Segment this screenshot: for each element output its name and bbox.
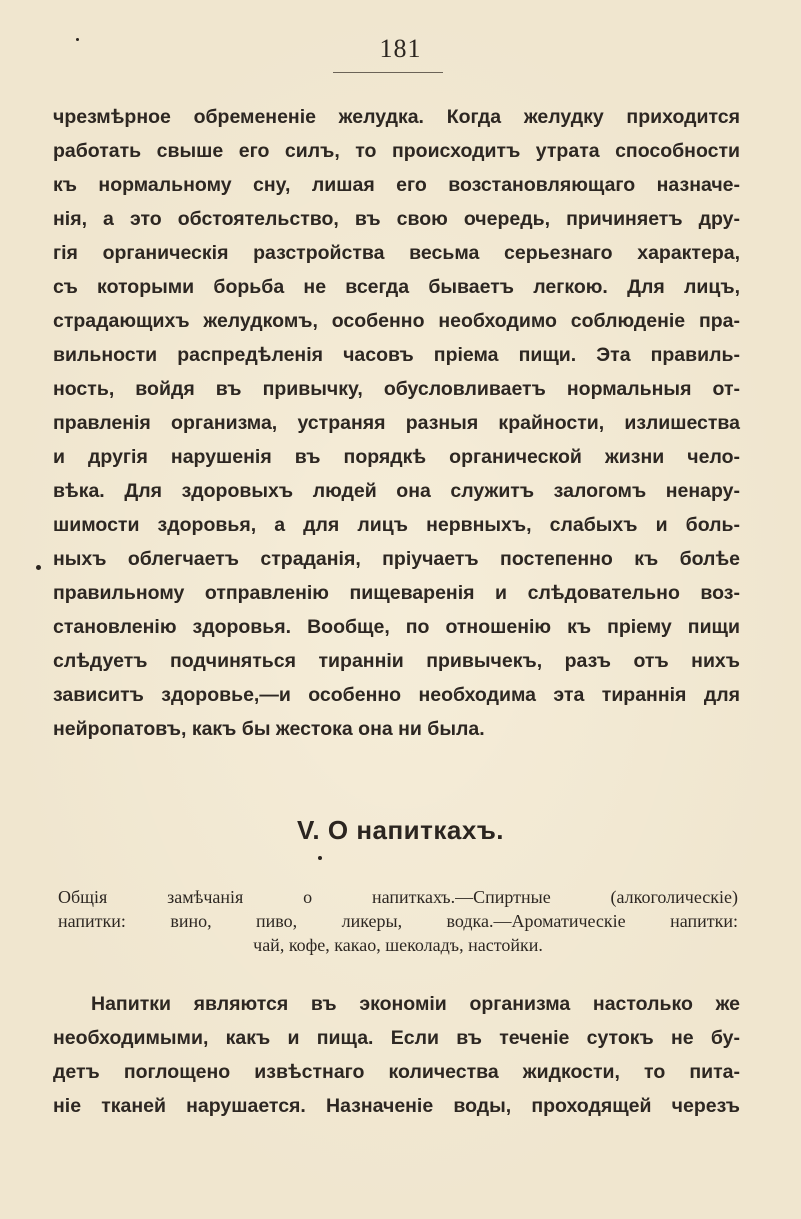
summary-line: напитки: вино, пиво, ликеры, водка.—Ароматическіе напитки: (58, 911, 738, 931)
text-line: детъ поглощено извѣстнаго количества жидкости, то пита- (53, 1061, 740, 1083)
text-line: зависитъ здоровье,—и особенно необходима эта тираннія для (53, 684, 740, 706)
page-number: 181 (379, 34, 422, 63)
section-heading: V. О напиткахъ. (296, 815, 505, 845)
text-line: вѣка. Для здоровыхъ людей она служитъ залогомъ ненару- (53, 480, 740, 502)
text-line: правленія организма, устраняя разныя крайности, излишества (53, 412, 740, 434)
text-line: слѣдуетъ подчиняться тираннiи привычекъ, разъ отъ нихъ (53, 650, 740, 672)
text-line: вильности распредѣленія часовъ пріема пищи. Эта правиль- (53, 344, 740, 366)
text-line: гія органическія разстройства весьма серьезнаго характера, (53, 242, 740, 264)
page-number-rule (333, 72, 443, 73)
text-line: правильному отправленію пищеваренія и слѣдовательно воз- (53, 582, 740, 604)
text-line: шимости здоровья, а для лицъ нервныхъ, слабыхъ и боль- (53, 514, 740, 536)
text-line: работать свыше его силъ, то происходитъ утрата способности (53, 140, 740, 162)
text-line: ныхъ облегчаетъ страданія, пріучаетъ постепенно къ болѣе (53, 548, 740, 570)
text-line: Напитки являются въ экономіи организма настолько же (91, 993, 740, 1015)
text-line: съ которыми борьба не всегда бываетъ легкою. Для лицъ, (53, 276, 740, 298)
text-line: становленію здоровья. Вообще, по отношенію къ пріему пищи (53, 616, 740, 638)
section-summary (58, 885, 738, 957)
text-line: ніе тканей нарушается. Назначеніе воды, проходящей черезъ (53, 1095, 740, 1117)
summary-line: чай, кофе, какао, шеколадъ, настойки. (253, 935, 543, 955)
summary-line: Общія замѣчанія о напиткахъ.—Спиртные (алкоголическіе) (58, 887, 738, 907)
text-line: необходимыми, какъ и пища. Если въ теченіе сутокъ не бу- (53, 1027, 740, 1049)
text-line: ность, войдя въ привычку, обусловливаетъ нормальныя от- (53, 378, 740, 400)
paragraph-continued (53, 100, 740, 746)
ink-speck (318, 856, 322, 860)
text-line: чрезмѣрное обремененіе желудка. Когда желудку приходится (53, 106, 740, 128)
text-line: и другія нарушенія въ порядкѣ органической жизни чело- (53, 446, 740, 468)
text-line: нейропатовъ, какъ бы жестока она ни была. (53, 718, 485, 740)
ink-speck (76, 38, 79, 41)
ink-speck (36, 565, 41, 570)
paragraph-beverages (53, 987, 740, 1123)
text-line: страдающихъ желудкомъ, особенно необходимо соблюденіе пра- (53, 310, 740, 332)
text-line: нія, а это обстоятельство, въ свою очередь, причиняетъ дру- (53, 208, 740, 230)
text-line: къ нормальному сну, лишая его возстановляющаго назначе- (53, 174, 740, 196)
